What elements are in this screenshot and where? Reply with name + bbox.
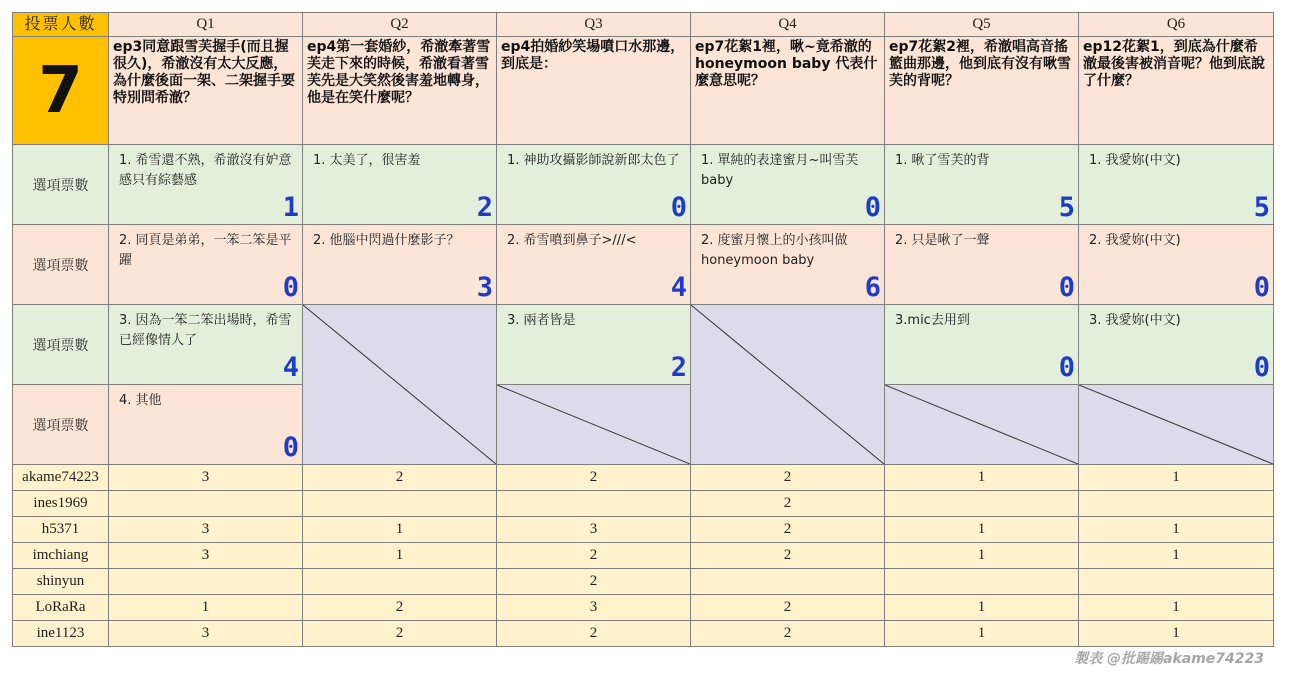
option-text: 3. 因為一笨二笨出場時，希雪已經像情人了 [119, 313, 292, 348]
voter-choice: 3 [109, 465, 303, 491]
option-cell [497, 305, 691, 385]
option-count: 0 [1058, 352, 1075, 383]
option-text: 2. 同頁是弟弟，一笨二笨是平躍 [119, 233, 292, 268]
voter-choice: 1 [109, 595, 303, 621]
voter-choice [885, 491, 1079, 517]
question-header: Q1 [109, 13, 303, 37]
empty-option-cell [1079, 385, 1274, 465]
voter-choice: 1 [1079, 595, 1274, 621]
option-row [13, 305, 1274, 385]
option-text: 4. 其他 [119, 393, 162, 408]
voter-row [13, 517, 1274, 543]
voter-choice: 1 [303, 517, 497, 543]
option-text: 2. 度蜜月懷上的小孩叫做 honeymoon baby [701, 233, 848, 268]
voter-row [13, 543, 1274, 569]
empty-option-cell [497, 385, 691, 465]
vote-table [12, 12, 1274, 647]
voter-choice: 2 [303, 621, 497, 647]
voter-choice: 3 [109, 517, 303, 543]
option-count: 2 [476, 192, 493, 223]
voter-choice: 1 [885, 621, 1079, 647]
voter-choice: 1 [885, 517, 1079, 543]
option-cell [109, 385, 303, 465]
diagonal-strike [303, 305, 496, 464]
row-label: 選項票數 [13, 385, 109, 465]
option-text: 3.mic去用到 [895, 313, 970, 328]
option-cell [1079, 225, 1274, 305]
voter-choice [497, 491, 691, 517]
question-cell [691, 37, 885, 145]
question-text: ep12花絮1，到底為什麼希澈最後害被消音呢？他到底說了什麼？ [1083, 39, 1265, 89]
option-text: 1. 神助攻攝影師說新郎太色了 [507, 153, 680, 168]
option-count: 2 [670, 352, 687, 383]
question-header: Q2 [303, 13, 497, 37]
question-text: ep4拍婚紗笑場噴口水那邊，到底是： [501, 39, 685, 72]
option-cell [885, 305, 1079, 385]
voter-row [13, 621, 1274, 647]
voter-name: shinyun [13, 569, 109, 595]
question-header: Q3 [497, 13, 691, 37]
diagonal-strike [497, 385, 690, 464]
empty-option-cell [885, 385, 1079, 465]
option-cell [885, 225, 1079, 305]
voter-choice: 1 [885, 465, 1079, 491]
question-cell [109, 37, 303, 145]
question-text: ep7花絮2裡，希澈唱高音搖籃曲那邊，他到底有沒有啾雪芙的背呢？ [889, 39, 1071, 89]
option-cell [109, 305, 303, 385]
row-label: 選項票數 [13, 305, 109, 385]
option-cell [109, 225, 303, 305]
voter-choice [691, 569, 885, 595]
voter-name: ine1123 [13, 621, 109, 647]
voter-choice: 1 [885, 543, 1079, 569]
voter-name: akame74223 [13, 465, 109, 491]
voter-row [13, 595, 1274, 621]
empty-option-cell [691, 305, 885, 465]
option-text: 1. 我愛妳(中文) [1089, 153, 1181, 168]
option-text: 1. 希雪還不熟，希澈沒有妒意感只有綜藝感 [119, 153, 292, 188]
voter-name: LoRaRa [13, 595, 109, 621]
voter-choice: 1 [1079, 465, 1274, 491]
voter-name: h5371 [13, 517, 109, 543]
voter-choice: 2 [497, 621, 691, 647]
voter-choice: 3 [497, 517, 691, 543]
voter-choice: 3 [109, 621, 303, 647]
option-text: 3. 我愛妳(中文) [1089, 313, 1181, 328]
row-label: 選項票數 [13, 145, 109, 225]
question-text: ep4第一套婚紗，希澈牽著雪芙走下來的時候，希澈看著雪芙先是大笑然後害羞地轉身，他是在笑什麼呢？ [307, 39, 491, 106]
voter-choice: 2 [497, 543, 691, 569]
voter-choice: 2 [691, 595, 885, 621]
voter-row [13, 465, 1274, 491]
option-count: 0 [1253, 352, 1270, 383]
question-header: Q6 [1079, 13, 1274, 37]
diagonal-strike [885, 385, 1078, 464]
option-text: 2. 只是啾了一聲 [895, 233, 990, 248]
voter-choice: 1 [1079, 543, 1274, 569]
option-text: 2. 我愛妳(中文) [1089, 233, 1181, 248]
voter-choice: 2 [303, 465, 497, 491]
voter-choice: 1 [885, 595, 1079, 621]
diagonal-strike [691, 305, 884, 464]
option-cell [1079, 145, 1274, 225]
voter-choice: 2 [691, 465, 885, 491]
option-count: 0 [282, 432, 299, 463]
option-count: 0 [670, 192, 687, 223]
option-cell [691, 145, 885, 225]
voter-choice: 3 [497, 595, 691, 621]
option-cell [303, 145, 497, 225]
option-row [13, 385, 1274, 465]
voter-choice: 2 [691, 543, 885, 569]
voter-choice [1079, 491, 1274, 517]
question-cell [303, 37, 497, 145]
header-row [13, 13, 1274, 37]
voter-choice [109, 569, 303, 595]
voter-choice: 2 [303, 595, 497, 621]
voter-row [13, 569, 1274, 595]
row-label: 選項票數 [13, 225, 109, 305]
option-cell [885, 145, 1079, 225]
option-row [13, 145, 1274, 225]
voter-choice: 2 [497, 569, 691, 595]
question-cell [885, 37, 1079, 145]
option-cell [691, 225, 885, 305]
credit-text: 製表 @批踢踢akame74223 [1074, 651, 1264, 667]
diagonal-strike [1079, 385, 1273, 464]
question-cell [497, 37, 691, 145]
empty-option-cell [303, 305, 497, 465]
question-cell [1079, 37, 1274, 145]
voter-choice: 1 [1079, 517, 1274, 543]
option-cell [303, 225, 497, 305]
voter-choice: 1 [303, 543, 497, 569]
voter-choice: 3 [109, 543, 303, 569]
voter-choice: 2 [691, 491, 885, 517]
option-count: 5 [1253, 192, 1270, 223]
voter-row [13, 491, 1274, 517]
option-count: 0 [1253, 272, 1270, 303]
voter-choice [303, 491, 497, 517]
option-count: 4 [670, 272, 687, 303]
option-text: 3. 兩者皆是 [507, 313, 576, 328]
option-count: 0 [1058, 272, 1075, 303]
voter-choice: 2 [497, 465, 691, 491]
option-text: 2. 他腦中閃過什麼影子？ [313, 233, 460, 248]
question-text: ep3同意跟雪芙握手(而且握很久)，希澈沒有太大反應，為什麼後面一架、二架握手要特別問希澈？ [113, 39, 295, 106]
question-row [13, 37, 1274, 145]
option-count: 5 [1058, 192, 1075, 223]
voter-name: imchiang [13, 543, 109, 569]
option-text: 1. 單純的表達蜜月~叫雪芙baby [701, 153, 859, 188]
voter-choice [303, 569, 497, 595]
voter-choice: 1 [1079, 621, 1274, 647]
option-count: 6 [864, 272, 881, 303]
option-text: 2. 希雪噴到鼻子>///< [507, 233, 637, 248]
option-text: 1. 啾了雪芙的背 [895, 153, 990, 168]
question-text: ep7花絮1裡，啾~竟希澈的 honeymoon baby 代表什麼意思呢？ [695, 39, 878, 89]
question-header: Q5 [885, 13, 1079, 37]
option-cell [497, 145, 691, 225]
question-header: Q4 [691, 13, 885, 37]
option-count: 0 [282, 272, 299, 303]
voter-choice [1079, 569, 1274, 595]
voter-choice [109, 491, 303, 517]
voter-name: ines1969 [13, 491, 109, 517]
option-cell [497, 225, 691, 305]
option-count: 1 [282, 192, 299, 223]
option-count: 3 [476, 272, 493, 303]
vote-count-label: 投票人數 [13, 13, 109, 37]
voter-choice [885, 569, 1079, 595]
voter-choice: 2 [691, 517, 885, 543]
option-row [13, 225, 1274, 305]
option-count: 0 [864, 192, 881, 223]
option-cell [109, 145, 303, 225]
option-cell [1079, 305, 1274, 385]
voter-choice: 2 [691, 621, 885, 647]
vote-count: 7 [13, 37, 109, 145]
option-count: 4 [282, 352, 299, 383]
option-text: 1. 太美了，很害羞 [313, 153, 421, 168]
